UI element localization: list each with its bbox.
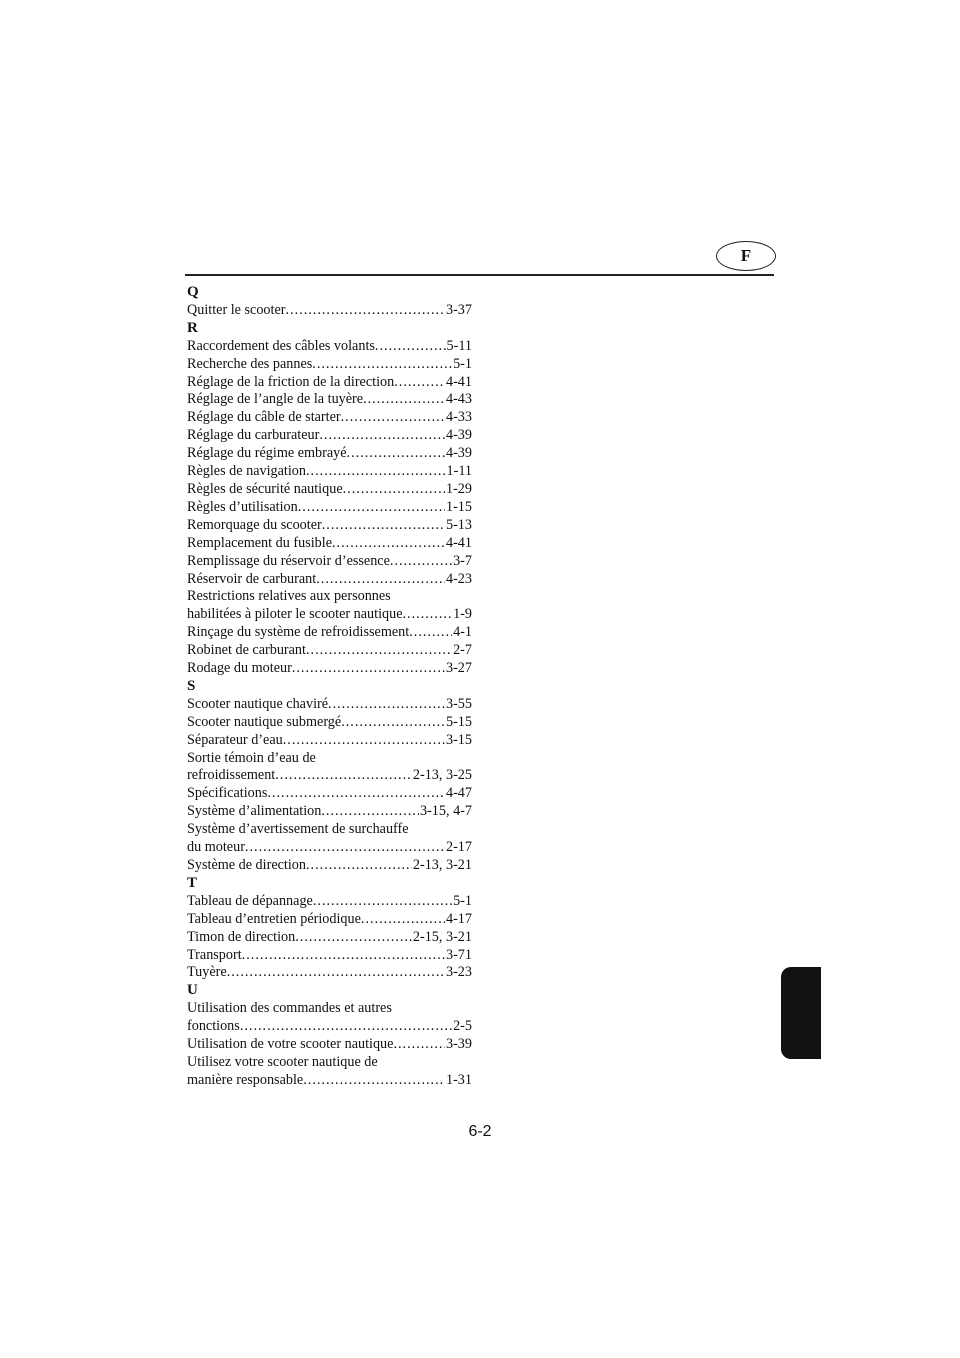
index-entry-label: Tableau d’entretien périodique — [187, 910, 361, 927]
index-entry-page: 2-13, 3-21 — [412, 857, 472, 873]
index-entry — [187, 964, 472, 982]
index-entry — [187, 571, 472, 589]
index-entry — [187, 302, 472, 320]
index-entry-label: fonctions — [187, 1018, 240, 1035]
index-entry-label: Tableau de dépannage — [187, 892, 313, 909]
index-entry-page: 1-29 — [445, 480, 472, 497]
index-entry-label: Tuyère — [187, 964, 227, 981]
index-entry-label: Réglage de l’angle de la tuyère — [187, 391, 364, 408]
index-entry-page: 1-31 — [445, 1071, 472, 1088]
index-entry — [187, 660, 472, 678]
dot-leader — [245, 839, 445, 857]
index-entry-label: Système de direction — [187, 857, 306, 873]
index-letter-heading: T — [187, 874, 198, 891]
index-entry — [187, 767, 472, 785]
dot-leader — [306, 463, 446, 481]
index-entry-page: 2-15, 3-21 — [412, 928, 472, 945]
index-entry-page: 4-39 — [445, 427, 472, 444]
page-number: 6-2 — [468, 1123, 492, 1140]
index-entry — [187, 553, 472, 571]
index-letter-heading: S — [187, 677, 196, 694]
section-thumb-tab — [781, 967, 821, 1059]
index-entry — [187, 1036, 472, 1054]
index-entry-page: 3-39 — [445, 1036, 472, 1053]
index-entry — [187, 947, 472, 965]
dot-leader — [343, 481, 445, 499]
dot-leader — [332, 535, 445, 553]
dot-leader — [361, 911, 445, 929]
dot-leader — [316, 571, 445, 589]
index-entry-label: refroidissement — [187, 767, 276, 784]
index-entry — [187, 338, 472, 356]
dot-leader — [319, 427, 445, 445]
index-entry-page: 1-11 — [446, 463, 472, 480]
index-entry-page: 5-13 — [445, 516, 472, 533]
index-entry-continued-label: Système d’avertissement de surchauffe — [187, 821, 409, 838]
dot-leader — [321, 803, 419, 821]
dot-leader — [303, 1072, 445, 1090]
index-entry-label: Recherche des pannes — [187, 355, 313, 372]
index-entry — [187, 642, 472, 660]
index-entry — [187, 1018, 472, 1036]
index-entry-label: Utilisation de votre scooter nautique — [187, 1036, 394, 1053]
index-entry-page: 3-15 — [445, 731, 472, 748]
index-entry-label: Raccordement des câbles volants — [187, 337, 375, 354]
dot-leader — [227, 964, 445, 982]
index-entry-label: Robinet de carburant — [187, 642, 306, 659]
dot-leader — [390, 553, 452, 571]
dot-leader — [240, 1018, 452, 1036]
index-entry — [187, 803, 472, 821]
index-entry-label: habilitées à piloter le scooter nautique — [187, 606, 403, 623]
index-entry-page: 4-17 — [445, 910, 472, 927]
index-entry-label: Séparateur d’eau — [187, 731, 283, 748]
index-entry-page: 5-1 — [453, 355, 472, 372]
dot-leader — [403, 606, 453, 624]
index-entry-page: 3-23 — [445, 964, 472, 981]
alphabetical-index — [187, 284, 472, 1090]
index-entry-label: Rodage du moteur — [187, 660, 292, 677]
index-entry-label: Timon de direction — [187, 928, 296, 945]
index-entry-label: Système d’alimentation — [187, 803, 322, 820]
index-letter-heading: U — [187, 982, 198, 999]
index-entry-label: Remplissage du réservoir d’essence — [187, 552, 390, 569]
index-entry-page: 4-41 — [445, 373, 472, 390]
dot-leader — [328, 696, 445, 714]
index-entry-page: 4-43 — [445, 391, 472, 408]
header-rule — [185, 274, 774, 276]
index-entry-page: 1-15 — [445, 498, 472, 515]
index-entry — [187, 911, 472, 929]
index-entry-label: Réglage du régime embrayé — [187, 445, 347, 462]
index-entry-page: 4-1 — [453, 624, 472, 641]
index-entry — [187, 356, 472, 374]
index-entry — [187, 606, 472, 624]
index-entry-page: 4-33 — [445, 409, 472, 426]
dot-leader — [306, 857, 412, 875]
index-entry — [187, 427, 472, 445]
dot-leader — [341, 714, 445, 732]
index-entry-continued-label: Utilisez votre scooter nautique de — [187, 1053, 378, 1070]
index-entry — [187, 1072, 472, 1090]
index-entry-label: Scooter nautique chaviré — [187, 695, 329, 712]
index-entry — [187, 857, 472, 875]
dot-leader — [322, 517, 445, 535]
dot-leader — [267, 785, 445, 803]
index-entry-page: 3-55 — [445, 695, 472, 712]
index-entry-page: 3-27 — [445, 660, 472, 677]
index-entry-label: Réglage du carburateur — [187, 427, 320, 444]
dot-leader — [275, 767, 412, 785]
index-entry-page: 3-37 — [445, 301, 472, 318]
index-entry-label: Quitter le scooter — [187, 301, 286, 318]
dot-leader — [242, 947, 445, 965]
dot-leader — [298, 499, 445, 517]
index-entry — [187, 463, 472, 481]
index-entry — [187, 714, 472, 732]
index-entry-page: 5-11 — [446, 337, 472, 354]
index-entry-page: 4-47 — [445, 785, 472, 802]
index-letter-heading: R — [187, 319, 198, 336]
index-entry-page: 3-15, 4-7 — [419, 803, 472, 820]
dot-leader — [313, 893, 452, 911]
dot-leader — [375, 338, 446, 356]
index-entry — [187, 481, 472, 499]
dot-leader — [341, 409, 445, 427]
dot-leader — [409, 624, 452, 642]
index-entry — [187, 732, 472, 750]
index-entry-page: 4-23 — [445, 570, 472, 587]
dot-leader — [283, 732, 445, 750]
index-entry — [187, 374, 472, 392]
index-entry — [187, 696, 472, 714]
index-entry-label: manière responsable — [187, 1071, 304, 1088]
index-entry — [187, 391, 472, 409]
index-entry-page: 2-17 — [445, 839, 472, 856]
index-entry-label: Spécifications — [187, 785, 268, 802]
dot-leader — [363, 391, 445, 409]
index-entry-page: 1-9 — [453, 606, 472, 623]
index-entry — [187, 445, 472, 463]
index-entry — [187, 517, 472, 535]
index-entry-label: Rinçage du système de refroidissement — [187, 624, 410, 641]
dot-leader — [286, 302, 445, 320]
index-entry-page: 2-7 — [453, 642, 472, 659]
index-entry-continued-label: Restrictions relatives aux personnes — [187, 588, 391, 605]
index-entry — [187, 535, 472, 553]
language-badge: F — [716, 241, 776, 271]
index-entry-label: Règles de navigation — [187, 463, 306, 480]
index-entry-label: du moteur — [187, 839, 245, 856]
index-entry-label: Transport — [187, 946, 242, 963]
index-entry-label: Remplacement du fusible — [187, 534, 332, 551]
index-entry-page: 5-15 — [445, 713, 472, 730]
index-entry-page: 2-5 — [453, 1018, 472, 1035]
index-entry-page: 2-13, 3-25 — [412, 767, 472, 784]
index-entry-page: 4-41 — [445, 534, 472, 551]
index-entry-label: Règles d’utilisation — [187, 498, 298, 515]
index-entry-label: Règles de sécurité nautique — [187, 480, 343, 497]
index-entry — [187, 893, 472, 911]
dot-leader — [306, 642, 452, 660]
index-entry — [187, 785, 472, 803]
index-entry-label: Scooter nautique submergé — [187, 713, 342, 730]
dot-leader — [312, 356, 452, 374]
index-entry — [187, 624, 472, 642]
dot-leader — [393, 1036, 445, 1054]
index-entry-label: Réservoir de carburant — [187, 570, 317, 587]
index-entry — [187, 499, 472, 517]
dot-leader — [347, 445, 445, 463]
index-entry-continued-label: Utilisation des commandes et autres — [187, 1000, 392, 1017]
index-entry-page: 4-39 — [445, 445, 472, 462]
index-entry-continued-label: Sortie témoin d’eau de — [187, 749, 316, 766]
index-entry-page: 5-1 — [453, 892, 472, 909]
index-entry-page: 3-71 — [445, 946, 472, 963]
index-entry-label: Réglage de la friction de la direction — [187, 373, 395, 390]
index-entry — [187, 409, 472, 427]
index-entry-label: Réglage du câble de starter — [187, 409, 341, 426]
index-entry — [187, 929, 472, 947]
dot-leader — [292, 660, 445, 678]
dot-leader — [295, 929, 412, 947]
dot-leader — [394, 374, 445, 392]
index-letter-heading: Q — [187, 284, 199, 300]
index-entry-label: Remorquage du scooter — [187, 516, 322, 533]
index-entry — [187, 839, 472, 857]
index-entry-page: 3-7 — [453, 552, 472, 569]
